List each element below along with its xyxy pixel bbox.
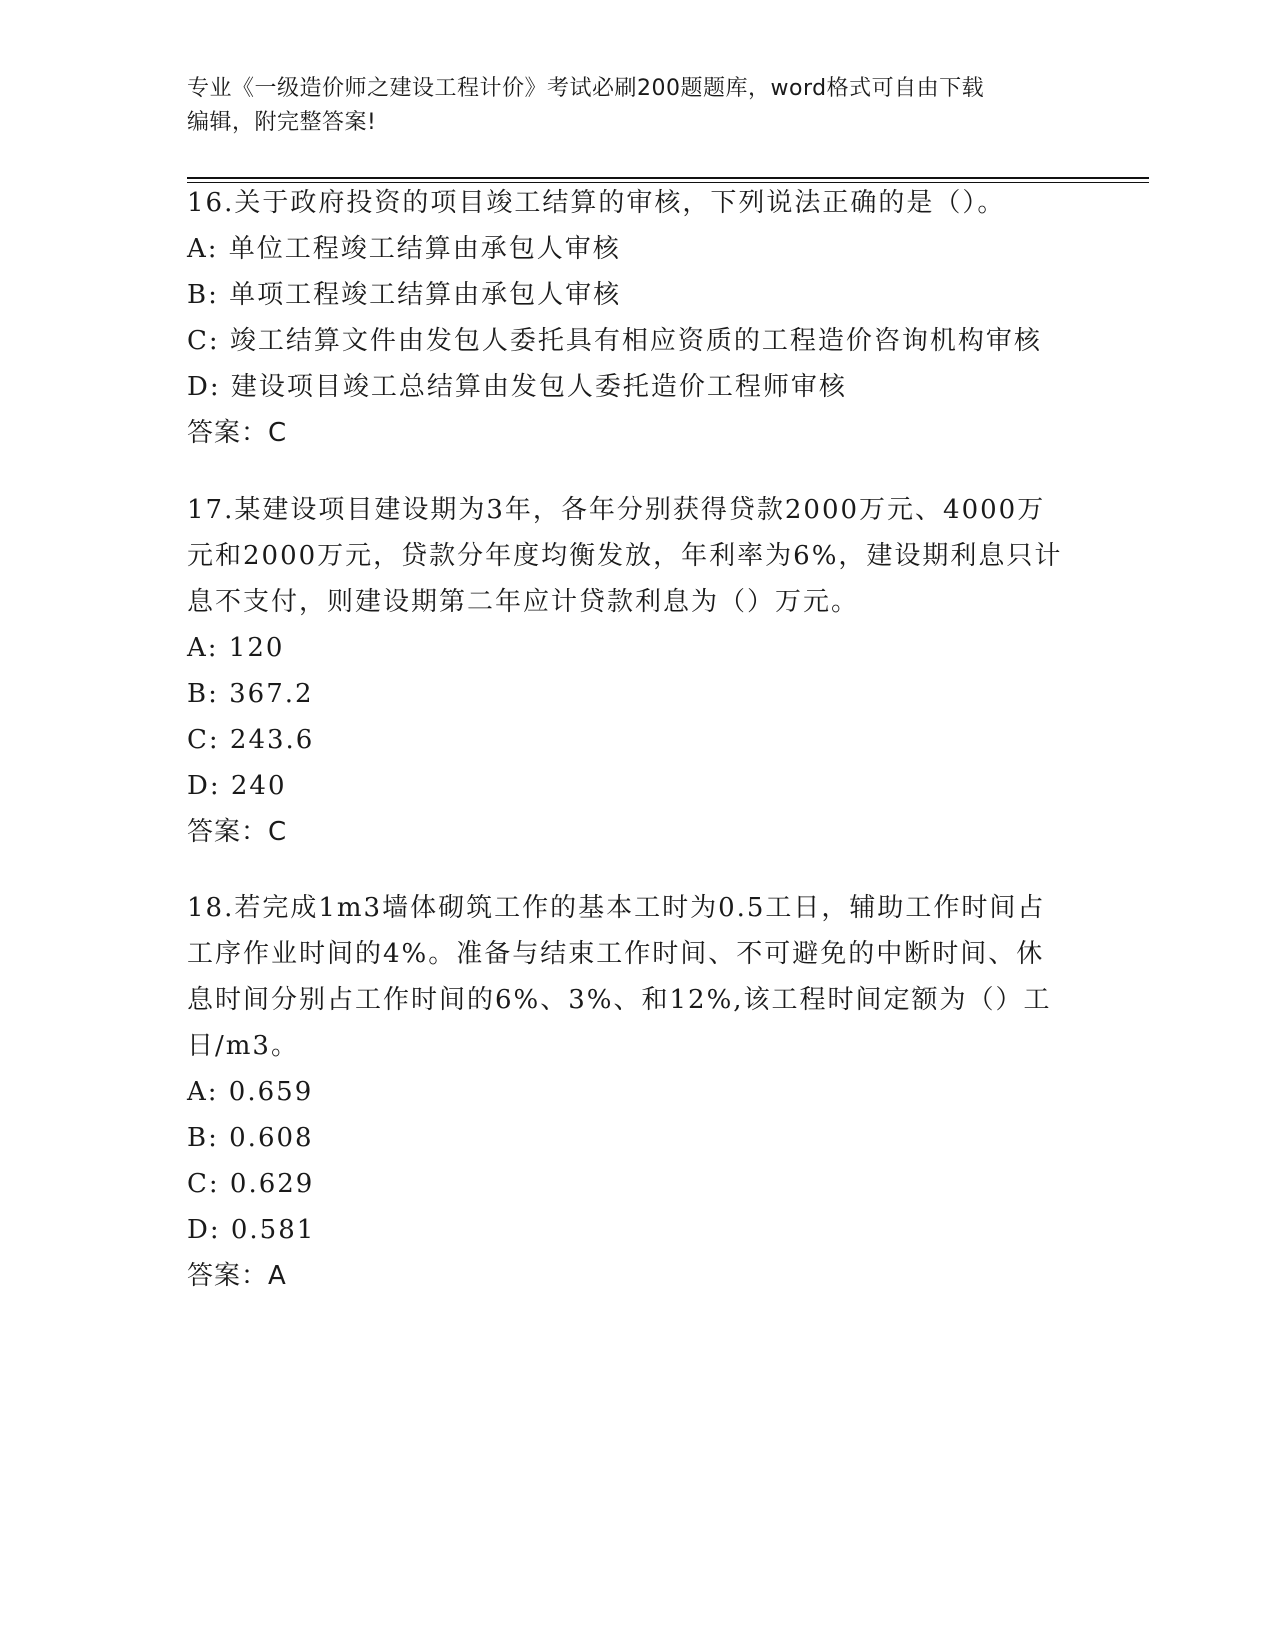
question-stem: 17.某建设项目建设期为3年，各年分别获得贷款2000万元、4000万元和2000万元，贷款分年度均衡发放，年利率为6%，建设期利息只计息不支付，则建设期第二年应计贷款利息为（）万元。 [187,495,1063,617]
question-17 [187,487,1067,855]
answer: 答案：A [187,1261,287,1291]
option-a: A: 120 [187,633,285,663]
option-d: D: 0.581 [187,1215,316,1245]
header-divider-thick [187,177,1149,179]
option-a: A: 0.659 [187,1077,314,1107]
option-d: D: 240 [187,771,287,801]
question-stem: 18.若完成1m3墙体砌筑工作的基本工时为0.5工日，辅助工作时间占工序作业时间的4%。准备与结束工作时间、不可避免的中断时间、休息时间分别占工作时间的6%、3%、和12%,该工程时间定额为（）工日/m3。 [187,893,1052,1061]
question-stem: 16.关于政府投资的项目竣工结算的审核，下列说法正确的是（）。 [187,188,1006,218]
option-b: B: 0.608 [187,1123,314,1153]
answer: 答案：C [187,817,288,847]
question-16 [187,180,1087,456]
option-b: B: 367.2 [187,679,314,709]
option-c: C: 0.629 [187,1169,315,1199]
option-c: C: 243.6 [187,725,315,755]
question-18 [187,885,1067,1299]
answer: 答案：C [187,418,288,448]
option-c: C: 竣工结算文件由发包人委托具有相应资质的工程造价咨询机构审核 [187,326,1042,356]
option-b: B: 单项工程竣工结算由承包人审核 [187,280,622,310]
header-line-1: 专业《一级造价师之建设工程计价》考试必刷200题题库，word格式可自由下载 [187,76,985,101]
header-line-2: 编辑，附完整答案! [187,110,377,135]
option-d: D: 建设项目竣工总结算由发包人委托造价工程师审核 [187,372,847,402]
option-a: A: 单位工程竣工结算由承包人审核 [187,234,621,264]
document-header [187,72,1067,140]
